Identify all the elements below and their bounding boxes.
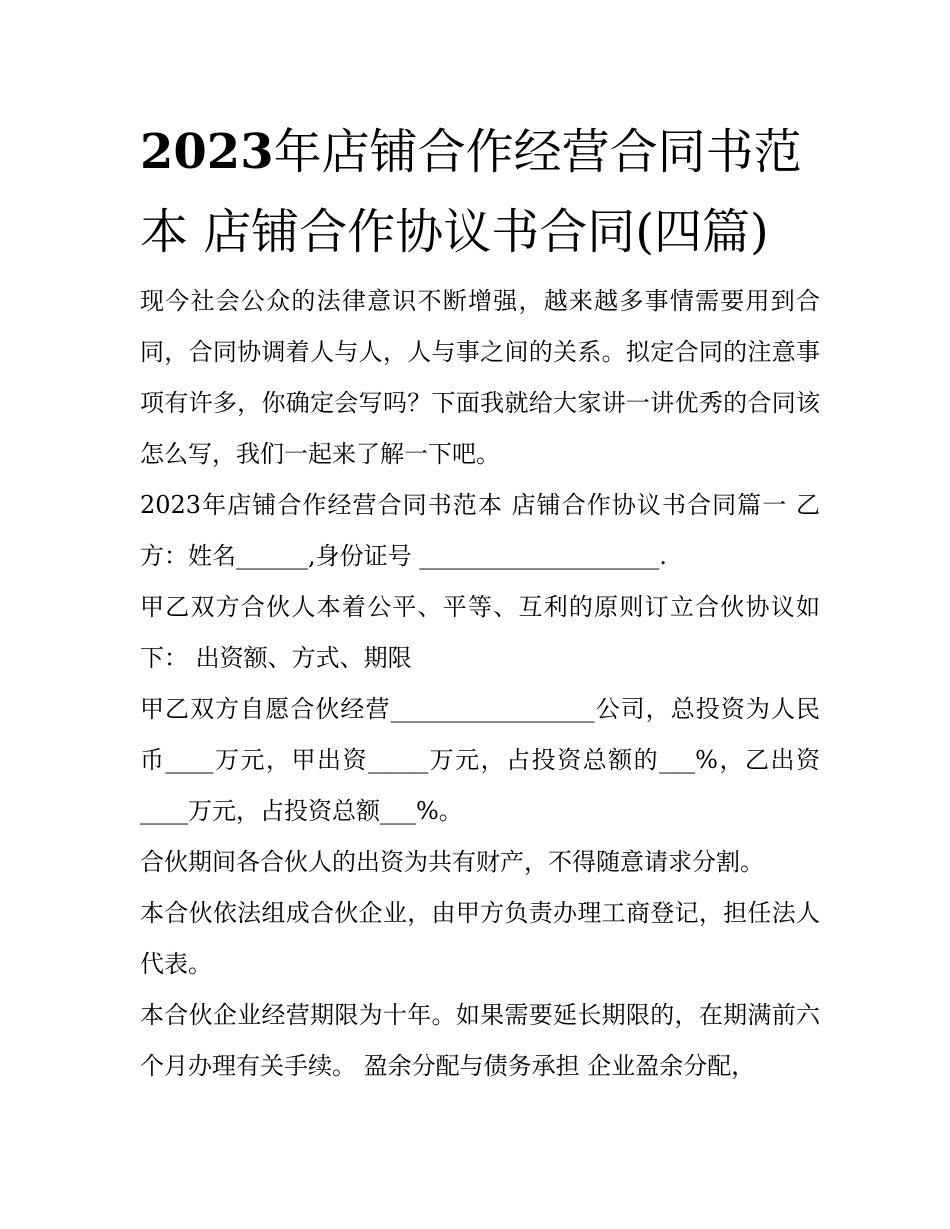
body-paragraph: 合伙期间各合伙人的出资为共有财产，不得随意请求分割。 [140, 848, 764, 876]
body-paragraph: 本合伙企业经营期限为十年。如果需要延长期限的，在期满前六个月办理有关手续。 盈余分配与债务承担 企业盈余分配， [140, 1001, 820, 1080]
body-paragraph: 甲乙双方自愿合伙经营_________________公司，总投资为人民币____万元，甲出资_____万元，占投资总额的___%，乙出资____万元，占投资总额___%。 [140, 695, 820, 825]
title-year: 2023 [140, 124, 274, 180]
document-body [140, 276, 820, 1092]
document-title [140, 112, 820, 272]
intro-paragraph: 现今社会公众的法律意识不断增强，越来越多事情需要用到合同，合同协调着人与人，人与事之间的关系。拟定合同的注意事项有许多，你确定会写吗？下面我就给大家讲一讲优秀的合同该怎么写，我们一起来了解一下吧。 [140, 287, 820, 468]
title-text: 年店铺合作经营合同书范本 店铺合作协议书合同(四篇) [140, 124, 802, 260]
body-paragraph: 2023年店铺合作经营合同书范本 店铺合作协议书合同篇一 乙方：姓名______,身份证号 ____________________. [140, 491, 820, 570]
body-paragraph: 甲乙双方合伙人本着公平、平等、互利的原则订立合伙协议如下： 出资额、方式、期限 [140, 593, 820, 672]
body-paragraph: 本合伙依法组成合伙企业，由甲方负责办理工商登记，担任法人代表。 [140, 899, 820, 978]
